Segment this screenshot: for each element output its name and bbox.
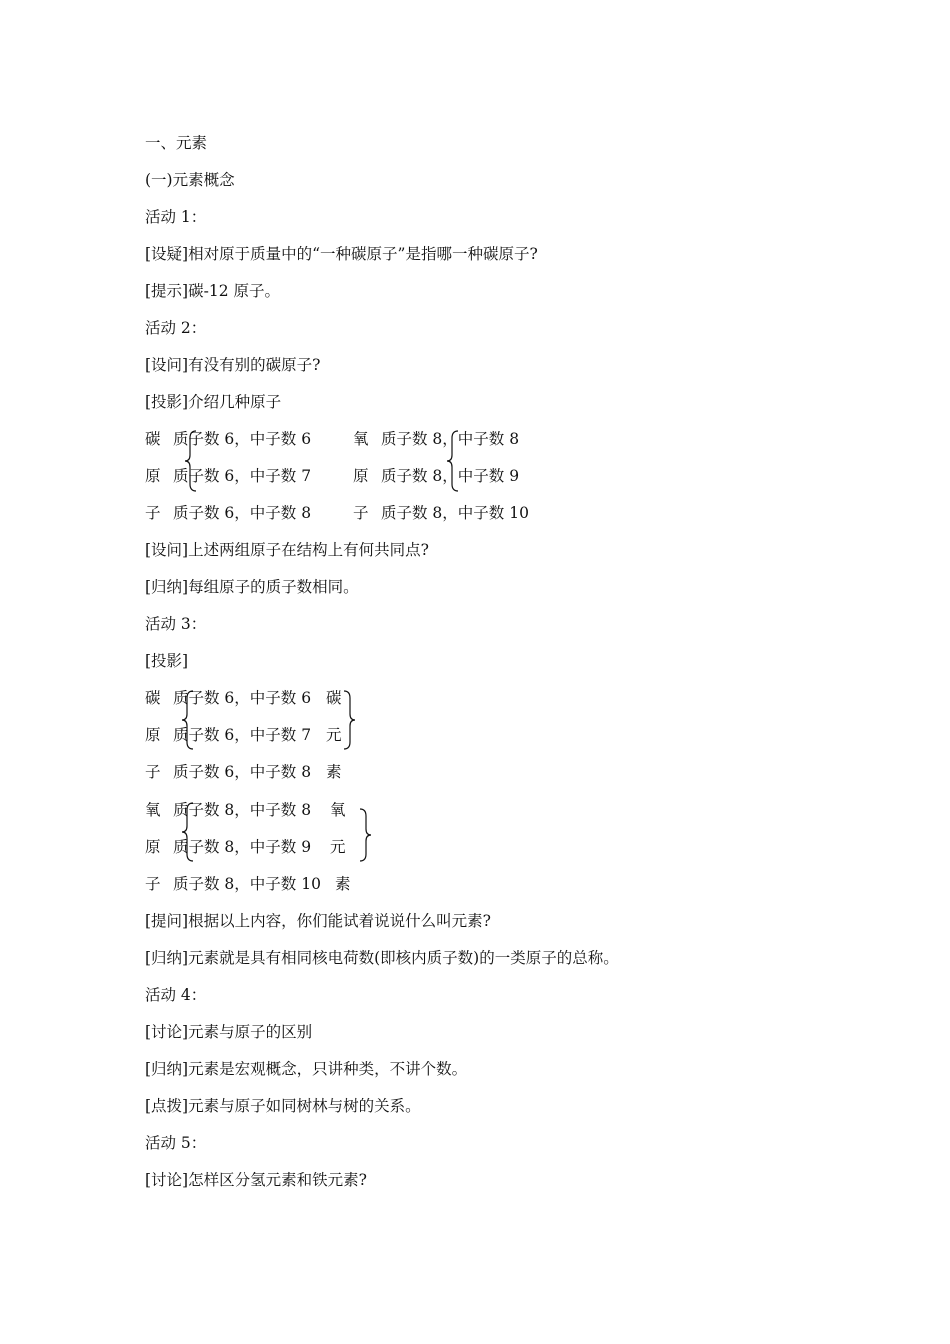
activity-3-heading: 活动 3： <box>145 615 207 633</box>
discussion-line: [讨论]怎样区分氢元素和铁元素? <box>145 1171 367 1189</box>
carbon-label: 原 <box>145 726 161 744</box>
left-brace-icon <box>184 430 198 492</box>
carbon-label: 子 <box>145 763 161 781</box>
element-tag: 碳 <box>326 689 342 707</box>
oxygen-isotope-row: 质子数 8，中子数 8 <box>381 430 520 448</box>
oxygen-isotope-row: 质子数 8，中子数 10 <box>381 504 529 522</box>
carbon-label: 碳 <box>145 430 161 448</box>
carbon-isotope-row: 质子数 6，中子数 6 <box>173 689 312 707</box>
element-tag: 元 <box>330 838 346 856</box>
carbon-isotope-row: 质子数 6，中子数 6 <box>173 430 312 448</box>
activity-2-heading: 活动 2： <box>145 319 207 337</box>
carbon-label: 原 <box>145 467 161 485</box>
right-brace-icon <box>358 808 372 862</box>
carbon-label: 碳 <box>145 689 161 707</box>
right-brace-icon <box>342 690 356 750</box>
oxygen-label: 原 <box>353 467 369 485</box>
question-line: [设问]上述两组原子在结构上有何共同点? <box>145 541 429 559</box>
activity-4-heading: 活动 4： <box>145 986 207 1004</box>
left-brace-icon <box>181 802 195 862</box>
oxygen-label: 子 <box>145 875 161 893</box>
oxygen-label: 原 <box>145 838 161 856</box>
oxygen-label: 子 <box>353 504 369 522</box>
discussion-line: [讨论]元素与原子的区别 <box>145 1023 313 1041</box>
carbon-isotope-row: 质子数 6，中子数 8 <box>173 504 312 522</box>
carbon-isotope-row: 质子数 6，中子数 7 <box>173 467 312 485</box>
element-tag: 氧 <box>330 801 346 819</box>
oxygen-isotope-row: 质子数 8，中子数 10 <box>173 875 321 893</box>
oxygen-isotope-row: 质子数 8，中子数 8 <box>173 801 312 819</box>
definition-line: [归纳]元素就是具有相同核电荷数(即核内质子数)的一类原子的总称。 <box>145 949 619 967</box>
oxygen-isotope-row: 质子数 8，中子数 9 <box>381 467 520 485</box>
hint-line: [提示]碳-12 原子。 <box>145 282 280 300</box>
question-line: [提问]根据以上内容，你们能试着说说什么叫元素? <box>145 912 491 930</box>
section-heading: 一、元素 <box>145 134 208 152</box>
subsection-heading: (一)元素概念 <box>145 171 235 189</box>
left-brace-icon <box>446 430 460 492</box>
projection-line: [投影]介绍几种原子 <box>145 393 282 411</box>
carbon-isotope-row: 质子数 6，中子数 7 <box>173 726 312 744</box>
element-tag: 素 <box>335 875 351 893</box>
carbon-isotope-row: 质子数 6，中子数 8 <box>173 763 312 781</box>
projection-line: [投影] <box>145 652 189 670</box>
summary-line: [归纳]元素是宏观概念，只讲种类，不讲个数。 <box>145 1060 468 1078</box>
activity-5-heading: 活动 5： <box>145 1134 207 1152</box>
oxygen-isotope-row: 质子数 8，中子数 9 <box>173 838 312 856</box>
element-tag: 元 <box>326 726 342 744</box>
carbon-label: 子 <box>145 504 161 522</box>
tip-line: [点拨]元素与原子如同树林与树的关系。 <box>145 1097 421 1115</box>
element-tag: 素 <box>326 763 342 781</box>
oxygen-label: 氧 <box>353 430 369 448</box>
question-line: [设疑]相对原于质量中的“一种碳原子”是指哪一种碳原子? <box>145 245 538 263</box>
summary-line: [归纳]每组原子的质子数相同。 <box>145 578 359 596</box>
question-line: [设问]有没有别的碳原子? <box>145 356 321 374</box>
activity-1-heading: 活动 1： <box>145 208 207 226</box>
oxygen-label: 氧 <box>145 801 161 819</box>
left-brace-icon <box>181 690 195 750</box>
